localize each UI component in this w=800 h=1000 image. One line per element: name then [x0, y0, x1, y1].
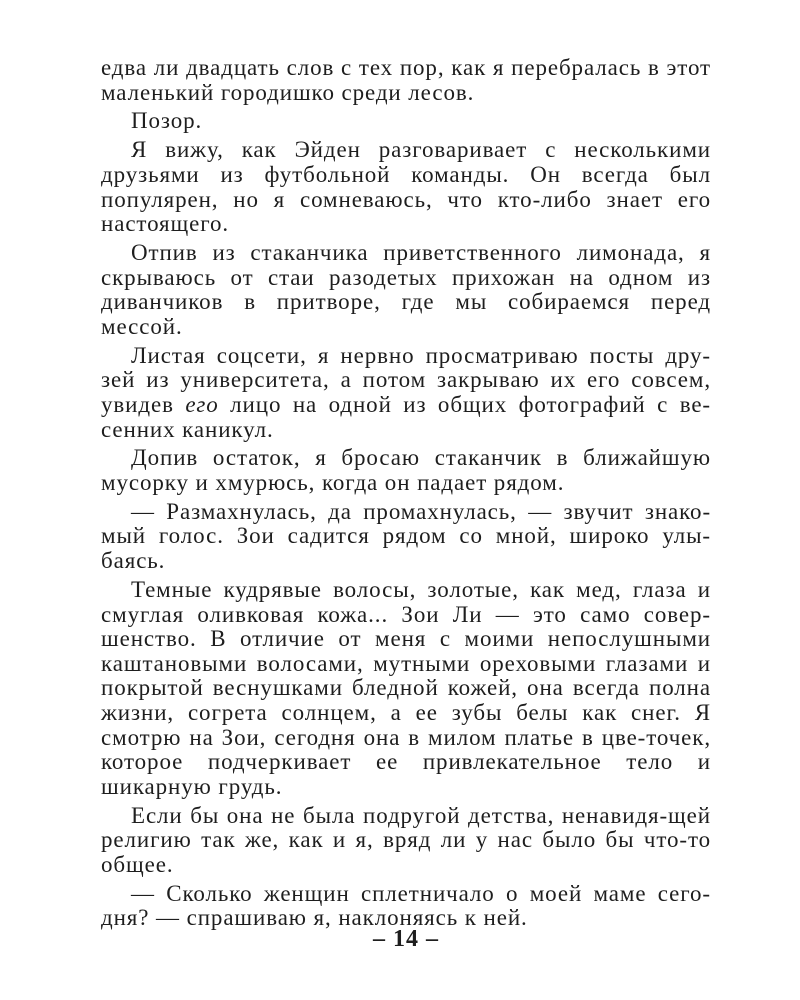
body-text: [101, 56, 711, 931]
paragraph-3: Я вижу, как Эйден разговаривает с несколькими друзьями из футбольной команды. Он всегда был популярен, но я сомневаюсь, что кто-либо знает его настоящего.: [101, 137, 711, 237]
paragraph-5-part-2: лицо на одной из общих фотографий с ве-сенних каникул.: [101, 391, 711, 442]
paragraph-5-part-1: Листая соцсети, я нервно просматриваю посты дру-зей из университета, а потом закрываю их его совсем, увидев: [101, 342, 711, 417]
paragraph-10: — Сколько женщин сплетничало о моей маме сего-дня? — спрашиваю я, наклоняясь к ней.: [101, 880, 711, 931]
book-page: [101, 56, 711, 986]
paragraph-8: Темные кудрявые волосы, золотые, как мед, глаза и смуглая оливковая кожа... Зои Ли — это само совер-шенство. В отличие от меня с моими непослушными каштановыми волосами, мутными ореховыми глазами и покрытой веснушками бледной кожей, она всегда полна жизни, согрета солнцем, а ее зубы белы как снег. Я смотрю на Зои, сегодня она в милом платье в цве-точек, которое подчеркивает ее привлекательное тело и шикарную грудь.: [101, 576, 711, 799]
page-number: – 14 –: [373, 926, 439, 952]
paragraph-9: Если бы она не была подругой детства, ненавидя-щей религию так же, как и я, вряд ли у нас было бы что-то общее.: [101, 802, 711, 877]
paragraph-7: — Размахнулась, да промахнулась, — звучит знако-мый голос. Зои садится рядом со мной, широко улы-баясь.: [101, 498, 711, 574]
emphasis-his: его: [185, 391, 219, 417]
paragraph-1: едва ли двадцать слов с тех пор, как я перебралась в этот маленький городишко среди лесов.: [101, 55, 711, 105]
paragraph-2: Позор.: [131, 108, 203, 134]
paragraph-5: [101, 344, 711, 442]
paragraph-6: Допив остаток, я бросаю стаканчик в ближайшую мусорку и хмурюсь, когда он падает рядом.: [101, 445, 711, 495]
paragraph-4: Отпив из стаканчика приветственного лимонада, я скрываюсь от стаи разодетых прихожан на одном из диванчиков в притворе, где мы собираемся перед мессой.: [101, 240, 711, 339]
